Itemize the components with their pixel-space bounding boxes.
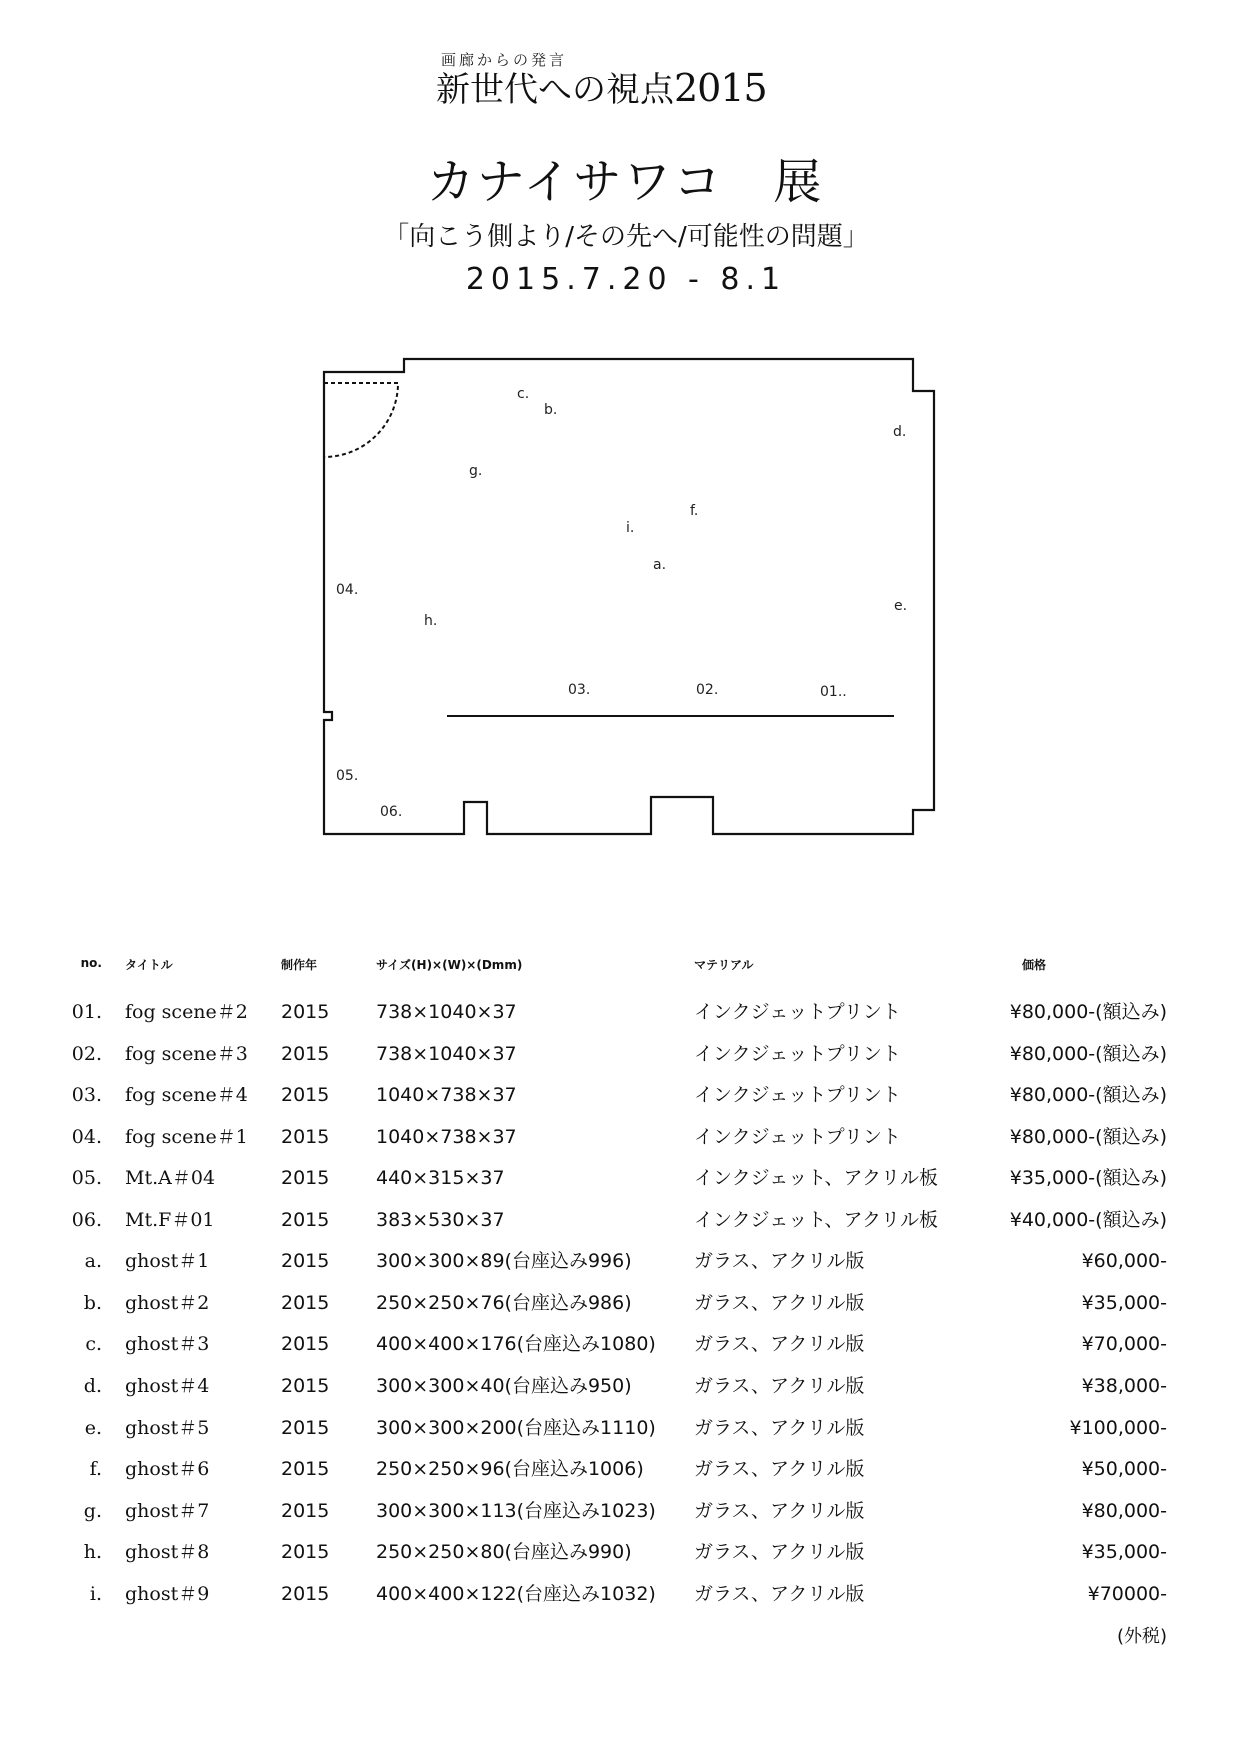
table-row — [0, 1329, 1240, 1359]
row-title: fog scene＃4 — [125, 1084, 248, 1107]
row-number: h. — [83, 1541, 102, 1564]
row-size: 300×300×40(台座込み950) — [376, 1374, 632, 1397]
row-size: 440×315×37 — [376, 1167, 505, 1190]
row-material: ガラス、アクリル版 — [694, 1333, 865, 1356]
row-price: ¥80,000-(額込み) — [1009, 1125, 1167, 1148]
row-price: ¥70,000- — [1081, 1333, 1167, 1356]
row-price: ¥60,000- — [1081, 1250, 1167, 1273]
row-year: 2015 — [281, 1167, 330, 1190]
map-label-h: h. — [424, 613, 438, 629]
row-year: 2015 — [281, 1458, 330, 1481]
row-size: 738×1040×37 — [376, 1042, 517, 1065]
row-year: 2015 — [281, 1416, 330, 1439]
row-title: ghost＃4 — [125, 1374, 210, 1397]
row-year: 2015 — [281, 1541, 330, 1564]
header-year: 制作年 — [281, 958, 318, 972]
row-price: ¥80,000-(額込み) — [1009, 1042, 1167, 1065]
row-year: 2015 — [281, 1125, 330, 1148]
row-price: ¥35,000-(額込み) — [1009, 1167, 1167, 1190]
row-number: e. — [84, 1416, 102, 1439]
row-material: ガラス、アクリル版 — [694, 1416, 865, 1439]
row-number: 06. — [71, 1208, 102, 1231]
row-material: インクジェットプリント — [694, 1125, 901, 1148]
row-year: 2015 — [281, 1333, 330, 1356]
row-price: ¥35,000- — [1081, 1541, 1167, 1564]
table-row — [0, 1371, 1240, 1401]
row-number: 03. — [71, 1084, 102, 1107]
row-size: 300×300×89(台座込み996) — [376, 1250, 632, 1273]
row-year: 2015 — [281, 1499, 330, 1522]
row-number: 02. — [71, 1042, 102, 1065]
row-price: ¥40,000-(額込み) — [1009, 1208, 1167, 1231]
row-year: 2015 — [281, 1582, 330, 1605]
row-size: 250×250×76(台座込み986) — [376, 1291, 632, 1314]
floor-plan-walls — [324, 359, 934, 834]
map-label-d: d. — [893, 424, 907, 440]
row-year: 2015 — [281, 1084, 330, 1107]
row-year: 2015 — [281, 1291, 330, 1314]
map-label-i: i. — [626, 520, 635, 536]
row-number: i. — [89, 1582, 102, 1605]
map-label-f: f. — [690, 503, 699, 519]
row-number: 01. — [71, 1001, 102, 1023]
row-title: ghost＃6 — [125, 1458, 210, 1481]
row-title: ghost＃7 — [125, 1499, 210, 1522]
row-price: ¥80,000- — [1081, 1499, 1167, 1522]
row-title: ghost＃2 — [125, 1291, 210, 1314]
row-number: 04. — [71, 1125, 102, 1148]
table-row — [0, 1413, 1240, 1443]
row-size: 1040×738×37 — [376, 1125, 517, 1148]
header-title: タイトル — [125, 958, 173, 972]
row-title: Mt.F＃01 — [125, 1208, 215, 1231]
table-row — [0, 1122, 1240, 1152]
row-number: b. — [83, 1291, 102, 1314]
table-row — [0, 1205, 1240, 1235]
map-label-c: c. — [517, 386, 530, 402]
row-material: インクジェット、アクリル板 — [694, 1208, 938, 1231]
row-title: ghost＃1 — [125, 1250, 210, 1273]
map-label-04: 04. — [336, 582, 359, 598]
map-label-01: 01.. — [820, 684, 847, 700]
map-label-a: a. — [653, 557, 667, 573]
row-title: ghost＃5 — [125, 1416, 210, 1439]
row-material: インクジェット、アクリル板 — [694, 1167, 938, 1190]
row-size: 250×250×96(台座込み1006) — [376, 1458, 644, 1481]
row-number: c. — [85, 1333, 102, 1356]
row-size: 300×300×200(台座込み1110) — [376, 1416, 656, 1439]
row-material: ガラス、アクリル版 — [694, 1250, 865, 1273]
table-row — [0, 1039, 1240, 1069]
header-price: 価格 — [1022, 958, 1047, 972]
row-title: ghost＃8 — [125, 1541, 210, 1564]
header-material: マテリアル — [694, 958, 754, 972]
series-title-text: 新世代への視点 — [436, 70, 674, 110]
exhibition-subtitle: 「向こう側より/その先へ/可能性の問題」 — [383, 222, 869, 252]
row-price: ¥50,000- — [1081, 1458, 1167, 1481]
row-number: 05. — [71, 1167, 102, 1190]
table-row — [0, 1454, 1240, 1484]
row-size: 383×530×37 — [376, 1208, 505, 1231]
row-price: ¥70000- — [1087, 1582, 1167, 1605]
map-label-e: e. — [894, 598, 908, 614]
row-number: f. — [89, 1458, 102, 1481]
row-size: 250×250×80(台座込み990) — [376, 1541, 632, 1564]
series-subtitle: 画廊からの発言 — [441, 51, 568, 69]
table-row — [0, 1246, 1240, 1276]
row-number: a. — [84, 1250, 102, 1273]
exhibition-title: カナイサワコ 展 — [426, 154, 824, 210]
row-material: ガラス、アクリル版 — [694, 1582, 865, 1605]
map-label-06: 06. — [380, 804, 403, 820]
row-number: d. — [83, 1374, 102, 1397]
row-size: 300×300×113(台座込み1023) — [376, 1499, 656, 1522]
row-size: 400×400×176(台座込み1080) — [376, 1333, 656, 1356]
row-title: fog scene＃2 — [125, 1001, 248, 1023]
row-material: インクジェットプリント — [694, 1001, 901, 1023]
header-size: サイズ(H)×(W)×(Dmm) — [376, 958, 523, 972]
row-title: fog scene＃3 — [125, 1042, 248, 1065]
row-year: 2015 — [281, 1208, 330, 1231]
row-year: 2015 — [281, 1042, 330, 1065]
table-row — [0, 1496, 1240, 1526]
row-price: ¥100,000- — [1069, 1416, 1167, 1439]
row-material: インクジェットプリント — [694, 1084, 901, 1107]
row-number: g. — [83, 1499, 102, 1522]
door-swing — [324, 383, 398, 457]
row-title: fog scene＃1 — [125, 1125, 248, 1148]
row-size: 1040×738×37 — [376, 1084, 517, 1107]
series-year: 2015 — [674, 66, 767, 110]
map-label-b: b. — [544, 402, 558, 418]
row-title: ghost＃9 — [125, 1582, 210, 1605]
row-material: ガラス、アクリル版 — [694, 1541, 865, 1564]
row-title: Mt.A＃04 — [125, 1167, 216, 1190]
row-year: 2015 — [281, 1374, 330, 1397]
exhibition-dates: 2015.7.20 - 8.1 — [465, 262, 787, 297]
row-price: ¥38,000- — [1081, 1374, 1167, 1397]
row-size: 400×400×122(台座込み1032) — [376, 1582, 656, 1605]
table-row — [0, 1579, 1240, 1609]
row-price: ¥80,000-(額込み) — [1009, 1084, 1167, 1107]
map-label-05: 05. — [336, 768, 359, 784]
table-row — [0, 1288, 1240, 1318]
table-row — [0, 1163, 1240, 1193]
row-material: インクジェットプリント — [694, 1042, 901, 1065]
row-material: ガラス、アクリル版 — [694, 1499, 865, 1522]
table-row — [0, 1080, 1240, 1110]
header-no: no. — [80, 956, 102, 970]
row-price: ¥35,000- — [1081, 1291, 1167, 1314]
row-year: 2015 — [281, 1001, 330, 1023]
map-label-02: 02. — [696, 682, 719, 698]
map-label-03: 03. — [568, 682, 591, 698]
row-year: 2015 — [281, 1250, 330, 1273]
map-label-g: g. — [469, 463, 483, 479]
row-price: ¥80,000-(額込み) — [1009, 1001, 1167, 1023]
row-material: ガラス、アクリル版 — [694, 1374, 865, 1397]
tax-note: (外税) — [1116, 1626, 1167, 1647]
row-material: ガラス、アクリル版 — [694, 1291, 865, 1314]
row-title: ghost＃3 — [125, 1333, 210, 1356]
row-material: ガラス、アクリル版 — [694, 1458, 865, 1481]
table-row — [0, 997, 1240, 1027]
row-size: 738×1040×37 — [376, 1001, 517, 1023]
table-row — [0, 1537, 1240, 1567]
